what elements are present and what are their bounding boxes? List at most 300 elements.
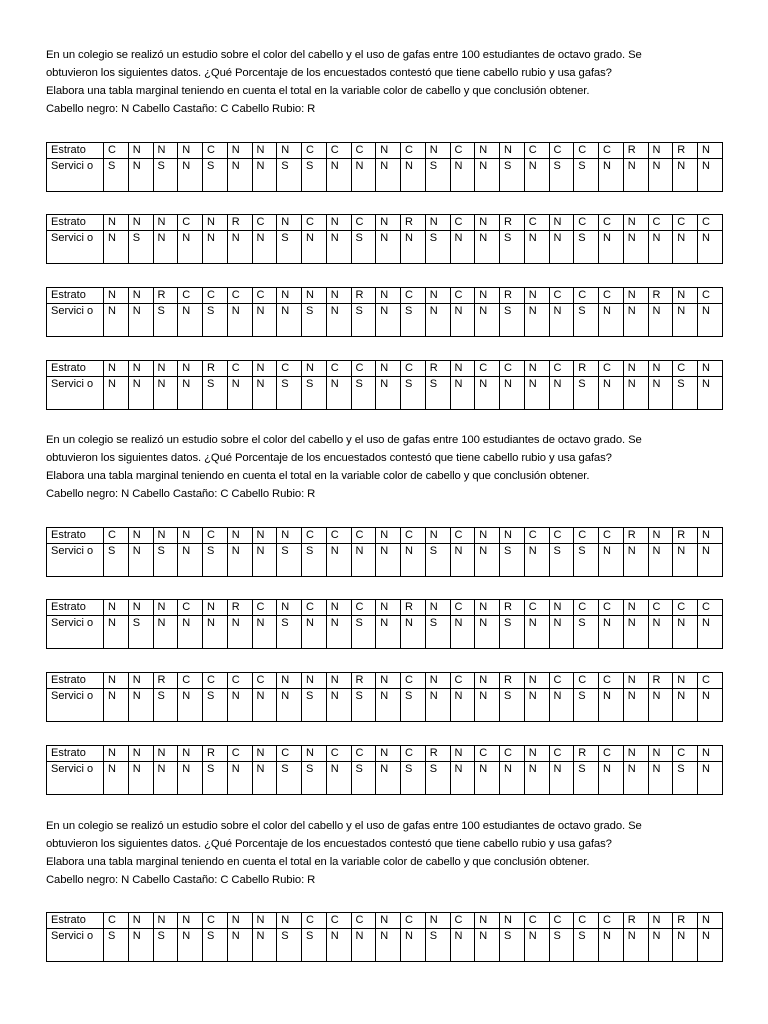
table-cell: C bbox=[698, 673, 723, 689]
table-cell: N bbox=[203, 616, 228, 649]
table-cell: N bbox=[252, 361, 277, 377]
table-cell: N bbox=[648, 929, 673, 962]
table-cell: C bbox=[252, 215, 277, 231]
table-cell: N bbox=[475, 143, 500, 159]
table-cell: S bbox=[277, 929, 302, 962]
table-cell: N bbox=[623, 673, 648, 689]
table-cell: R bbox=[351, 288, 376, 304]
table-cell: C bbox=[326, 361, 351, 377]
table-cell: N bbox=[203, 231, 228, 264]
statement-line: Elabora una tabla marginal teniendo en cuenta el total en la variable color de cabello y que conclusión obtener. bbox=[46, 856, 590, 868]
table-cell: C bbox=[277, 361, 302, 377]
table-cell: N bbox=[475, 762, 500, 795]
table-cell: S bbox=[277, 762, 302, 795]
table-cell: N bbox=[549, 377, 574, 410]
table-cell: S bbox=[104, 159, 129, 192]
table-cell: C bbox=[351, 215, 376, 231]
table-cell: N bbox=[227, 304, 252, 337]
table-cell: N bbox=[376, 361, 401, 377]
table-cell: N bbox=[376, 231, 401, 264]
servicio-row bbox=[47, 544, 723, 577]
table-cell: N bbox=[450, 616, 475, 649]
table-cell: S bbox=[104, 929, 129, 962]
table-cell: C bbox=[104, 913, 129, 929]
table-cell: R bbox=[574, 746, 599, 762]
table-cell: N bbox=[153, 361, 178, 377]
table-cell: N bbox=[623, 616, 648, 649]
table-cell: S bbox=[500, 544, 525, 577]
table-cell: C bbox=[351, 600, 376, 616]
servicio-row bbox=[47, 689, 723, 722]
table-cell: N bbox=[698, 929, 723, 962]
table-cell: S bbox=[351, 377, 376, 410]
table-cell: N bbox=[252, 689, 277, 722]
table-cell: S bbox=[351, 304, 376, 337]
table-cell: N bbox=[450, 377, 475, 410]
table-cell: N bbox=[277, 913, 302, 929]
statement-legend: Cabello negro: N Cabello Castaño: C Cabello Rubio: R bbox=[46, 874, 316, 886]
table-cell: S bbox=[203, 159, 228, 192]
estrato-row bbox=[47, 746, 723, 762]
row-label: Estrato bbox=[47, 288, 104, 304]
statement-line: En un colegio se realizó un estudio sobre el color del cabello y el uso de gafas entre 100 estudiantes de octavo grado. Se bbox=[46, 434, 642, 446]
table-cell: N bbox=[450, 361, 475, 377]
row-label: Estrato bbox=[47, 600, 104, 616]
table-cell: C bbox=[351, 746, 376, 762]
table-cell: C bbox=[401, 288, 426, 304]
table-cell: R bbox=[203, 361, 228, 377]
table-cell: N bbox=[326, 600, 351, 616]
table-cell: R bbox=[648, 288, 673, 304]
table-cell: C bbox=[401, 913, 426, 929]
table-cell: C bbox=[302, 528, 327, 544]
table-cell: C bbox=[450, 673, 475, 689]
table-cell: C bbox=[178, 215, 203, 231]
table-cell: N bbox=[326, 929, 351, 962]
table-cell: S bbox=[425, 377, 450, 410]
table-cell: N bbox=[376, 304, 401, 337]
table-cell: N bbox=[178, 231, 203, 264]
table-cell: R bbox=[500, 673, 525, 689]
table-cell: N bbox=[450, 544, 475, 577]
table-cell: C bbox=[252, 600, 277, 616]
table-cell: S bbox=[277, 544, 302, 577]
row-label: Servici o bbox=[47, 544, 104, 577]
table-cell: C bbox=[599, 361, 624, 377]
table-cell: C bbox=[351, 913, 376, 929]
table-cell: N bbox=[178, 143, 203, 159]
table-cell: N bbox=[227, 913, 252, 929]
table-cell: N bbox=[326, 215, 351, 231]
table-cell: C bbox=[475, 361, 500, 377]
table-cell: N bbox=[475, 377, 500, 410]
table-cell: N bbox=[401, 929, 426, 962]
table-cell: C bbox=[252, 288, 277, 304]
table-cell: N bbox=[475, 231, 500, 264]
table-cell: C bbox=[574, 288, 599, 304]
table-cell: N bbox=[623, 600, 648, 616]
table-cell: C bbox=[574, 528, 599, 544]
table-cell: C bbox=[574, 673, 599, 689]
table-cell: C bbox=[524, 600, 549, 616]
table-cell: N bbox=[178, 929, 203, 962]
table-cell: N bbox=[326, 544, 351, 577]
table-cell: S bbox=[574, 616, 599, 649]
table-cell: S bbox=[128, 231, 153, 264]
table-cell: S bbox=[425, 231, 450, 264]
table-cell: N bbox=[376, 616, 401, 649]
table-cell: N bbox=[153, 143, 178, 159]
table-cell: N bbox=[153, 231, 178, 264]
table-cell: C bbox=[574, 913, 599, 929]
table-cell: N bbox=[623, 929, 648, 962]
table-cell: N bbox=[673, 929, 698, 962]
table-cell: N bbox=[153, 762, 178, 795]
problem-statement-2 bbox=[46, 431, 746, 503]
table-cell: N bbox=[128, 215, 153, 231]
table-cell: N bbox=[326, 616, 351, 649]
table-cell: N bbox=[128, 746, 153, 762]
table-cell: C bbox=[524, 913, 549, 929]
servicio-row bbox=[47, 159, 723, 192]
table-cell: N bbox=[599, 159, 624, 192]
table-cell: C bbox=[401, 361, 426, 377]
table-cell: N bbox=[252, 913, 277, 929]
table-cell: S bbox=[277, 616, 302, 649]
table-cell: N bbox=[128, 304, 153, 337]
table-cell: N bbox=[475, 288, 500, 304]
table-cell: N bbox=[698, 746, 723, 762]
table-cell: N bbox=[104, 600, 129, 616]
row-label: Servici o bbox=[47, 304, 104, 337]
table-cell: C bbox=[574, 215, 599, 231]
table-cell: N bbox=[698, 143, 723, 159]
estrato-row bbox=[47, 528, 723, 544]
table-cell: N bbox=[326, 673, 351, 689]
table-cell: N bbox=[326, 159, 351, 192]
table-cell: N bbox=[425, 288, 450, 304]
table-cell: N bbox=[104, 616, 129, 649]
table-cell: C bbox=[549, 673, 574, 689]
table-cell: N bbox=[648, 616, 673, 649]
row-label: Estrato bbox=[47, 361, 104, 377]
table-cell: N bbox=[599, 231, 624, 264]
table-cell: S bbox=[277, 377, 302, 410]
table-cell: R bbox=[153, 288, 178, 304]
table-cell: N bbox=[475, 600, 500, 616]
table-cell: N bbox=[178, 159, 203, 192]
row-label: Servici o bbox=[47, 159, 104, 192]
table-cell: C bbox=[227, 361, 252, 377]
table-cell: N bbox=[178, 544, 203, 577]
table-cell: N bbox=[104, 673, 129, 689]
table-cell: N bbox=[178, 361, 203, 377]
table-cell: N bbox=[104, 377, 129, 410]
table-cell: N bbox=[648, 143, 673, 159]
table-cell: N bbox=[376, 913, 401, 929]
table-cell: C bbox=[252, 673, 277, 689]
table-cell: R bbox=[673, 528, 698, 544]
table-cell: S bbox=[425, 544, 450, 577]
table-cell: R bbox=[500, 215, 525, 231]
table-cell: N bbox=[128, 600, 153, 616]
table-cell: C bbox=[450, 528, 475, 544]
table-cell: N bbox=[104, 304, 129, 337]
table-cell: S bbox=[574, 762, 599, 795]
table-cell: N bbox=[673, 673, 698, 689]
table-cell: S bbox=[574, 159, 599, 192]
data-table bbox=[46, 672, 723, 722]
table-cell: C bbox=[673, 600, 698, 616]
table-cell: N bbox=[648, 231, 673, 264]
table-cell: C bbox=[599, 288, 624, 304]
table-cell: N bbox=[376, 215, 401, 231]
table-cell: N bbox=[376, 673, 401, 689]
table-cell: N bbox=[599, 544, 624, 577]
table-cell: S bbox=[351, 689, 376, 722]
table-cell: R bbox=[500, 600, 525, 616]
table-cell: N bbox=[524, 304, 549, 337]
statement-line: Elabora una tabla marginal teniendo en cuenta el total en la variable color de cabello y que conclusión obtener. bbox=[46, 85, 590, 97]
table-cell: N bbox=[524, 544, 549, 577]
table-cell: N bbox=[450, 689, 475, 722]
table-cell: N bbox=[277, 304, 302, 337]
table-cell: R bbox=[153, 673, 178, 689]
table-cell: C bbox=[500, 746, 525, 762]
table-cell: C bbox=[401, 143, 426, 159]
table-cell: N bbox=[104, 689, 129, 722]
table-cell: S bbox=[401, 304, 426, 337]
table-cell: N bbox=[475, 304, 500, 337]
table-cell: N bbox=[524, 929, 549, 962]
table-cell: C bbox=[401, 673, 426, 689]
table-cell: C bbox=[203, 673, 228, 689]
table-cell: C bbox=[549, 746, 574, 762]
table-cell: N bbox=[673, 231, 698, 264]
table-cell: C bbox=[599, 528, 624, 544]
table-cell: C bbox=[500, 361, 525, 377]
table-cell: N bbox=[599, 929, 624, 962]
table-cell: S bbox=[153, 544, 178, 577]
table-cell: N bbox=[698, 762, 723, 795]
table-cell: C bbox=[549, 528, 574, 544]
table-cell: N bbox=[128, 913, 153, 929]
table-cell: N bbox=[252, 746, 277, 762]
table-cell: N bbox=[425, 143, 450, 159]
table-cell: N bbox=[376, 689, 401, 722]
table-cell: S bbox=[302, 689, 327, 722]
table-cell: C bbox=[698, 600, 723, 616]
table-cell: N bbox=[698, 544, 723, 577]
table-cell: N bbox=[450, 231, 475, 264]
table-cell: N bbox=[128, 762, 153, 795]
table-cell: N bbox=[475, 913, 500, 929]
data-table bbox=[46, 142, 723, 192]
table-cell: N bbox=[153, 215, 178, 231]
table-cell: R bbox=[673, 913, 698, 929]
table-cell: N bbox=[425, 673, 450, 689]
table-cell: N bbox=[227, 689, 252, 722]
table-cell: N bbox=[128, 159, 153, 192]
table-cell: N bbox=[475, 544, 500, 577]
table-cell: S bbox=[203, 689, 228, 722]
row-label: Servici o bbox=[47, 689, 104, 722]
table-cell: C bbox=[698, 288, 723, 304]
table-cell: N bbox=[623, 689, 648, 722]
table-cell: S bbox=[401, 762, 426, 795]
table-cell: C bbox=[599, 913, 624, 929]
table-cell: N bbox=[252, 377, 277, 410]
table-cell: N bbox=[475, 929, 500, 962]
table-cell: C bbox=[574, 143, 599, 159]
problem-statement-3 bbox=[46, 817, 746, 889]
table-cell: N bbox=[698, 231, 723, 264]
table-cell: C bbox=[277, 746, 302, 762]
table-cell: N bbox=[673, 288, 698, 304]
table-cell: N bbox=[599, 616, 624, 649]
table-cell: N bbox=[673, 544, 698, 577]
table-cell: N bbox=[351, 544, 376, 577]
table-cell: N bbox=[475, 159, 500, 192]
table-cell: C bbox=[450, 143, 475, 159]
table-cell: N bbox=[252, 304, 277, 337]
table-cell: N bbox=[698, 304, 723, 337]
table-cell: S bbox=[203, 304, 228, 337]
statement-line: Elabora una tabla marginal teniendo en cuenta el total en la variable color de cabello y que conclusión obtener. bbox=[46, 470, 590, 482]
table-cell: N bbox=[302, 231, 327, 264]
table-cell: C bbox=[203, 288, 228, 304]
statement-line: En un colegio se realizó un estudio sobre el color del cabello y el uso de gafas entre 100 estudiantes de octavo grado. Se bbox=[46, 49, 642, 61]
table-cell: N bbox=[376, 544, 401, 577]
table-cell: N bbox=[326, 304, 351, 337]
table-cell: N bbox=[425, 215, 450, 231]
table-cell: R bbox=[623, 913, 648, 929]
table-cell: S bbox=[425, 762, 450, 795]
table-cell: N bbox=[178, 913, 203, 929]
table-cell: N bbox=[425, 689, 450, 722]
table-cell: N bbox=[475, 528, 500, 544]
table-cell: N bbox=[450, 762, 475, 795]
table-cell: C bbox=[648, 215, 673, 231]
table-cell: N bbox=[252, 544, 277, 577]
table-cell: S bbox=[128, 616, 153, 649]
statement-line: obtuvieron los siguientes datos. ¿Qué Porcentaje de los encuestados contestó que tiene cabello rubio y usa gafas? bbox=[46, 67, 612, 79]
table-cell: S bbox=[500, 231, 525, 264]
table-cell: C bbox=[599, 673, 624, 689]
table-cell: S bbox=[549, 544, 574, 577]
table-cell: S bbox=[277, 159, 302, 192]
table-cell: N bbox=[227, 929, 252, 962]
table-cell: C bbox=[178, 288, 203, 304]
table-cell: N bbox=[500, 762, 525, 795]
table-cell: N bbox=[524, 762, 549, 795]
table-cell: N bbox=[252, 929, 277, 962]
table-cell: N bbox=[549, 616, 574, 649]
table-cell: C bbox=[104, 528, 129, 544]
table-cell: N bbox=[623, 762, 648, 795]
table-cell: S bbox=[500, 304, 525, 337]
table-cell: C bbox=[450, 215, 475, 231]
table-cell: N bbox=[153, 913, 178, 929]
table-cell: N bbox=[500, 528, 525, 544]
table-cell: N bbox=[475, 215, 500, 231]
data-table bbox=[46, 599, 723, 649]
table-cell: N bbox=[302, 288, 327, 304]
table-cell: N bbox=[153, 377, 178, 410]
row-label: Estrato bbox=[47, 143, 104, 159]
statement-line: obtuvieron los siguientes datos. ¿Qué Porcentaje de los encuestados contestó que tiene cabello rubio y usa gafas? bbox=[46, 838, 612, 850]
table-cell: N bbox=[252, 159, 277, 192]
table-cell: S bbox=[574, 304, 599, 337]
table-cell: C bbox=[698, 215, 723, 231]
table-cell: C bbox=[227, 746, 252, 762]
table-cell: C bbox=[326, 143, 351, 159]
table-cell: N bbox=[524, 616, 549, 649]
table-cell: S bbox=[351, 762, 376, 795]
table-cell: N bbox=[227, 762, 252, 795]
table-cell: R bbox=[227, 600, 252, 616]
table-cell: N bbox=[698, 377, 723, 410]
table-cell: C bbox=[524, 143, 549, 159]
table-cell: R bbox=[351, 673, 376, 689]
table-cell: C bbox=[599, 746, 624, 762]
table-cell: N bbox=[128, 673, 153, 689]
table-cell: N bbox=[326, 689, 351, 722]
table-cell: N bbox=[549, 762, 574, 795]
table-cell: N bbox=[227, 377, 252, 410]
table-cell: N bbox=[227, 159, 252, 192]
table-cell: N bbox=[673, 304, 698, 337]
table-cell: N bbox=[252, 143, 277, 159]
table-cell: R bbox=[227, 215, 252, 231]
table-cell: N bbox=[648, 159, 673, 192]
table-cell: N bbox=[648, 304, 673, 337]
table-cell: N bbox=[302, 361, 327, 377]
table-cell: C bbox=[599, 215, 624, 231]
table-cell: N bbox=[425, 600, 450, 616]
row-label: Servici o bbox=[47, 377, 104, 410]
table-cell: N bbox=[178, 304, 203, 337]
table-cell: N bbox=[623, 544, 648, 577]
table-cell: N bbox=[698, 913, 723, 929]
table-cell: N bbox=[277, 600, 302, 616]
row-label: Estrato bbox=[47, 673, 104, 689]
table-cell: S bbox=[500, 616, 525, 649]
table-cell: N bbox=[673, 616, 698, 649]
table-cell: N bbox=[277, 528, 302, 544]
table-cell: S bbox=[425, 616, 450, 649]
table-cell: N bbox=[227, 143, 252, 159]
table-cell: C bbox=[673, 361, 698, 377]
table-cell: N bbox=[277, 215, 302, 231]
row-label: Servici o bbox=[47, 762, 104, 795]
servicio-row bbox=[47, 377, 723, 410]
table-cell: N bbox=[227, 616, 252, 649]
table-cell: R bbox=[648, 673, 673, 689]
data-table bbox=[46, 214, 723, 264]
table-cell: C bbox=[203, 143, 228, 159]
table-cell: S bbox=[574, 689, 599, 722]
table-cell: S bbox=[302, 159, 327, 192]
table-cell: N bbox=[178, 616, 203, 649]
table-cell: N bbox=[648, 913, 673, 929]
table-cell: N bbox=[698, 528, 723, 544]
table-cell: N bbox=[599, 304, 624, 337]
table-cell: C bbox=[326, 528, 351, 544]
row-label: Servici o bbox=[47, 929, 104, 962]
table-cell: N bbox=[104, 231, 129, 264]
table-cell: N bbox=[128, 361, 153, 377]
